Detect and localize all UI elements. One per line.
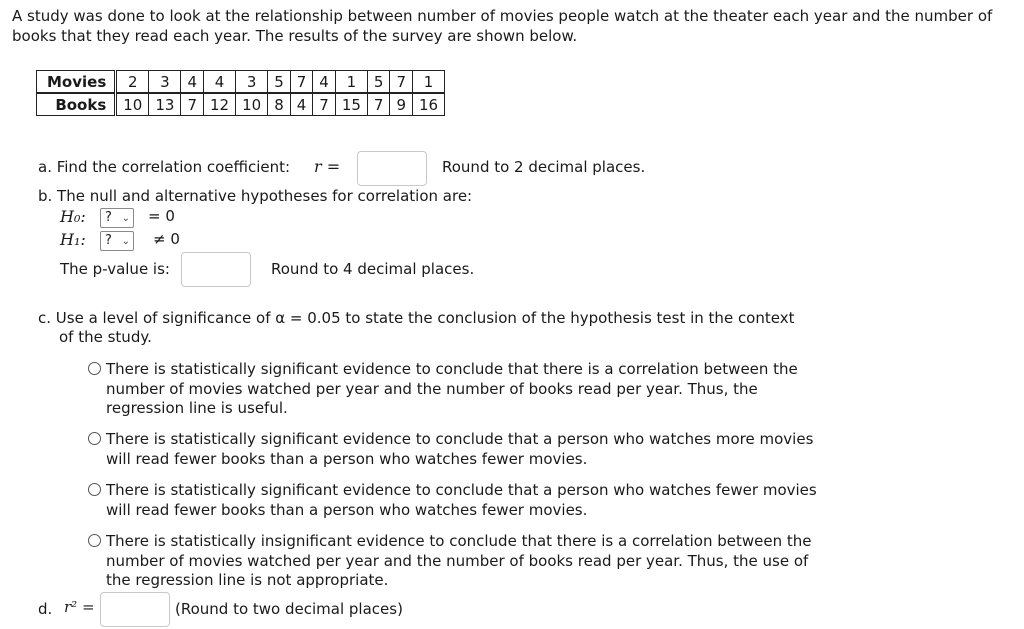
option-4-text: There is statistically insignificant evidence to conclude that there is a correlation between the number of movies watched per year and the number of books read per year. Thus, the use of the regression line is not appropriate. bbox=[106, 532, 812, 589]
h1-relation: ≠ 0 bbox=[153, 230, 180, 248]
pvalue-input[interactable] bbox=[181, 252, 251, 287]
movies-cell: 5 bbox=[268, 71, 291, 94]
books-cell: 7 bbox=[313, 93, 336, 116]
pvalue-label: The p-value is: bbox=[60, 260, 170, 278]
h1-select-value: ? bbox=[105, 233, 112, 248]
data-table bbox=[36, 70, 445, 116]
movies-cell: 7 bbox=[390, 71, 413, 94]
movies-row bbox=[37, 71, 445, 94]
correlation-input[interactable] bbox=[357, 151, 427, 186]
option-4-radio[interactable] bbox=[88, 534, 101, 547]
h1-select[interactable] bbox=[100, 231, 134, 251]
option-2-radio[interactable] bbox=[88, 432, 101, 445]
pvalue-round-note: Round to 4 decimal places. bbox=[271, 260, 475, 278]
option-3-radio[interactable] bbox=[88, 483, 101, 496]
row-label-movies: Movies bbox=[37, 71, 116, 94]
chevron-down-icon: ⌄ bbox=[121, 213, 130, 224]
books-cell: 4 bbox=[290, 93, 313, 116]
part-d-label: d. bbox=[38, 600, 53, 618]
movies-cell: 3 bbox=[236, 71, 268, 94]
books-cell: 16 bbox=[413, 93, 445, 116]
movies-cell: 4 bbox=[204, 71, 236, 94]
option-1-text: There is statistically significant evidence to conclude that there is a correlation between the number of movies watched per year and the number of books read per year. Thus, the regression line is useful. bbox=[106, 360, 798, 417]
part-c-label-cont: of the study. bbox=[59, 328, 152, 346]
option-3-text: There is statistically significant evidence to conclude that a person who watches fewer movies will read fewer books than a person who watches fewer movies. bbox=[106, 481, 817, 519]
row-label-books: Books bbox=[37, 93, 116, 116]
h0-select[interactable] bbox=[100, 208, 134, 228]
movies-cell: 3 bbox=[149, 71, 181, 94]
part-c-label: c. Use a level of significance of α = 0.05 to state the conclusion of the hypothesis test in the context bbox=[38, 309, 795, 327]
books-row bbox=[37, 93, 445, 116]
books-cell: 7 bbox=[367, 93, 390, 116]
books-cell: 13 bbox=[149, 93, 181, 116]
option-2-text: There is statistically significant evidence to conclude that a person who watches more movies will read fewer books than a person who watches fewer movies. bbox=[106, 430, 814, 468]
movies-cell: 4 bbox=[313, 71, 336, 94]
books-cell: 15 bbox=[335, 93, 367, 116]
movies-cell: 1 bbox=[335, 71, 367, 94]
problem-intro: A study was done to look at the relationship between number of movies people watch at the theater each year and the number of books that they read each year. The results of the survey are shown below. bbox=[12, 7, 993, 45]
movies-cell: 4 bbox=[181, 71, 204, 94]
books-cell: 10 bbox=[236, 93, 268, 116]
books-cell: 9 bbox=[390, 93, 413, 116]
r-squared-var: r² = bbox=[64, 598, 95, 616]
option-1-radio[interactable] bbox=[88, 362, 101, 375]
correlation-var: r = bbox=[314, 157, 341, 176]
h0-select-value: ? bbox=[105, 210, 112, 225]
books-cell: 7 bbox=[181, 93, 204, 116]
books-cell: 10 bbox=[116, 93, 149, 116]
part-b-label: b. The null and alternative hypotheses for correlation are: bbox=[38, 187, 473, 205]
h1-label: H₁: bbox=[60, 230, 86, 249]
books-cell: 12 bbox=[204, 93, 236, 116]
movies-cell: 1 bbox=[413, 71, 445, 94]
h0-relation: = 0 bbox=[148, 207, 175, 225]
books-cell: 8 bbox=[268, 93, 291, 116]
movies-cell: 7 bbox=[290, 71, 313, 94]
part-a-round-note: Round to 2 decimal places. bbox=[442, 158, 646, 176]
chevron-down-icon: ⌄ bbox=[121, 236, 130, 247]
part-a-label: a. Find the correlation coefficient: bbox=[38, 158, 291, 176]
movies-cell: 5 bbox=[367, 71, 390, 94]
movies-cell: 2 bbox=[116, 71, 149, 94]
part-d-round-note: (Round to two decimal places) bbox=[175, 600, 403, 618]
h0-label: H₀: bbox=[60, 207, 86, 226]
r-squared-input[interactable] bbox=[100, 592, 170, 627]
